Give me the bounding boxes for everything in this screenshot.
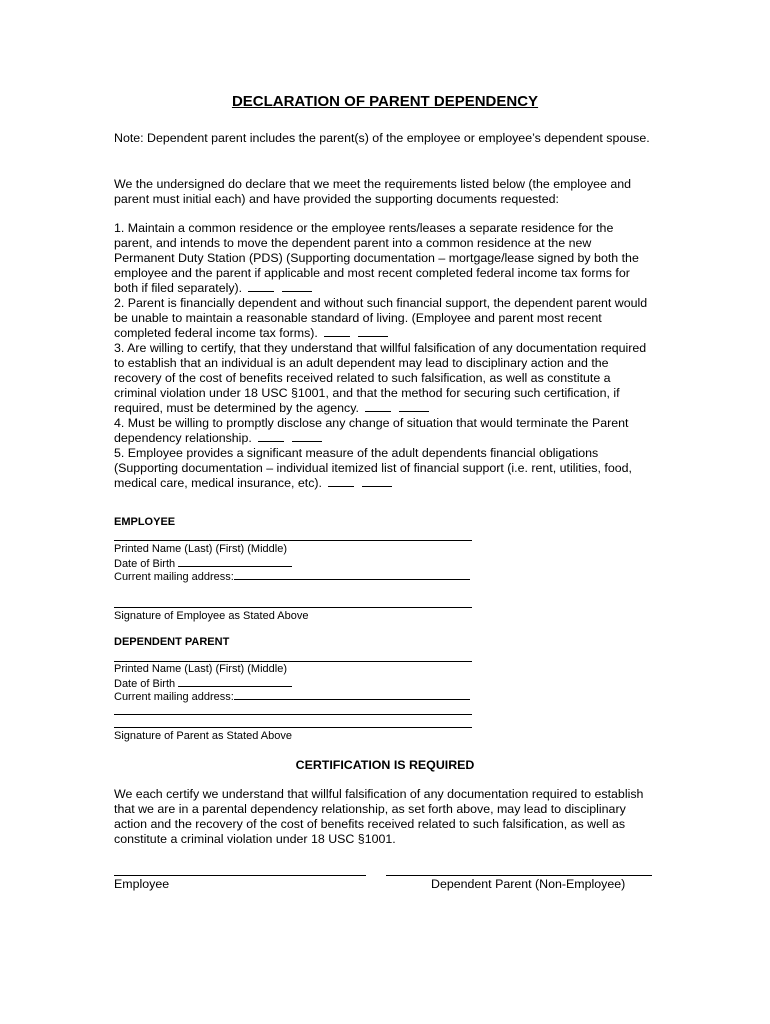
requirement-item-4 (114, 416, 654, 446)
employee-initial-field-1[interactable] (248, 281, 274, 292)
parent-initial-field-5[interactable] (362, 476, 392, 487)
page-title: DECLARATION OF PARENT DEPENDENCY (231, 93, 539, 110)
parent-initial-field-3[interactable] (399, 401, 429, 412)
certification-text: We each certify we understand that willful falsification of any documentation required to establish that we are in a parental dependency relationship, as set forth above, may lead to disciplinary action and the recovery of the cost of benefits received related to such falsification, as well as constitute a criminal violation under 18 USC §1001. (114, 787, 644, 846)
parent-initial-field-4[interactable] (292, 431, 322, 442)
parent-name-label: Printed Name (Last) (First) (Middle) (114, 663, 287, 675)
employee-name-line[interactable] (114, 540, 472, 541)
requirement-text-2: 2. Parent is financially dependent and without such financial support, the dependent parent would be unable to maintain a reasonable standard of living. (Employee and parent most recent completed federal income tax forms). (114, 296, 648, 340)
employee-name-label: Printed Name (Last) (First) (Middle) (114, 543, 287, 555)
parent-dob-label: Date of Birth (114, 678, 176, 690)
employee-address-row (114, 570, 470, 585)
requirement-item-2 (114, 296, 654, 341)
requirement-text-3: 3. Are willing to certify, that they understand that willful falsification of any documentation required to establish that an individual is an adult dependent may lead to disciplinary action and the recovery of the cost of benefits received related to such falsification, as well as constitute a criminal violation under 18 USC §1001, and that the method for securing such certification, if required, must be determined by the agency. (114, 341, 647, 415)
parent-initial-field-1[interactable] (282, 281, 312, 292)
employee-initial-field-2[interactable] (324, 326, 350, 337)
employee-initial-field-4[interactable] (258, 431, 284, 442)
certification-heading: CERTIFICATION IS REQUIRED (295, 758, 475, 772)
parent-certification-signature-line[interactable] (386, 875, 652, 876)
employee-certification-signature-line[interactable] (114, 875, 366, 876)
employee-address-label: Current mailing address: (114, 571, 234, 583)
requirements-list (114, 221, 654, 491)
employee-initial-field-3[interactable] (365, 401, 391, 412)
parent-dob-field[interactable] (178, 677, 292, 687)
employee-address-field[interactable] (234, 570, 470, 580)
certification-employee-label: Employee (114, 877, 170, 891)
employee-signature-label: Signature of Employee as Stated Above (114, 610, 309, 622)
certification-parent-label: Dependent Parent (Non-Employee) (431, 877, 626, 891)
employee-signature-line[interactable] (114, 607, 472, 608)
requirement-text-5: 5. Employee provides a significant measure of the adult dependents financial obligations (Supporting documentation – individual itemized list of financial support (i.e. rent, utilities, food, medical care, medical insurance, etc). (114, 446, 632, 490)
employee-dob-label: Date of Birth (114, 558, 176, 570)
requirement-text-1: 1. Maintain a common residence or the employee rents/leases a separate residence for the parent, and intends to move the dependent parent into a common residence at the new Permanent Duty Station (PDS) (Supporting documentation – mortgage/lease signed by both the employee and the parent if applicable and most recent completed federal income tax forms for both if filed separately). (114, 221, 639, 295)
parent-signature-label: Signature of Parent as Stated Above (114, 730, 292, 742)
parent-address-row (114, 690, 470, 705)
parent-address-label: Current mailing address: (114, 691, 234, 703)
requirement-item-3 (114, 341, 654, 416)
parent-signature-line[interactable] (114, 727, 472, 728)
requirement-item-1 (114, 221, 654, 296)
parent-initial-field-2[interactable] (358, 326, 388, 337)
requirement-text-4: 4. Must be willing to promptly disclose any change of situation that would terminate the Parent dependency relationship. (114, 416, 629, 445)
parent-heading: DEPENDENT PARENT (114, 636, 230, 648)
employee-initial-field-5[interactable] (328, 476, 354, 487)
employee-dob-field[interactable] (178, 557, 292, 567)
intro-paragraph: We the undersigned do declare that we meet the requirements listed below (the employee and parent must initial each) and have provided the supporting documents requested: (114, 177, 632, 206)
note-paragraph: Note: Dependent parent includes the parent(s) of the employee or employee’s dependent spouse. (114, 131, 650, 145)
parent-address-line-2[interactable] (114, 714, 472, 715)
employee-heading: EMPLOYEE (114, 516, 176, 528)
parent-address-field[interactable] (234, 690, 470, 700)
parent-name-line[interactable] (114, 661, 472, 662)
requirement-item-5 (114, 446, 654, 491)
